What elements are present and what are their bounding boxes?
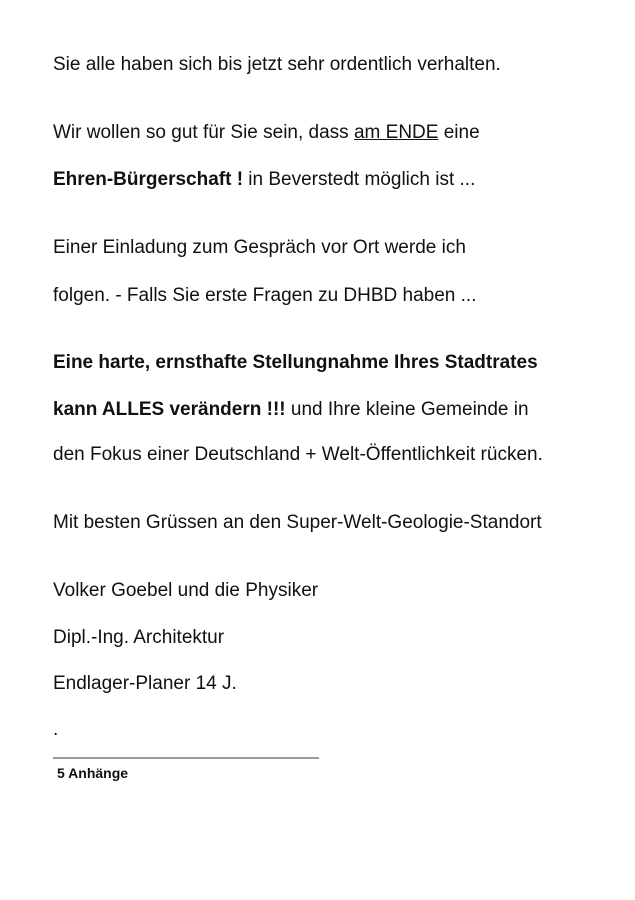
- citizenship-rest: in Beverstedt möglich ist ...: [243, 169, 476, 190]
- paragraph-focus: den Fokus einer Deutschland + Welt-Öffentlichkeit rücken.: [53, 444, 543, 465]
- paragraph-intent: [53, 121, 480, 145]
- paragraph-invitation: Einer Einladung zum Gespräch vor Ort werde ich: [53, 237, 466, 258]
- paragraph-questions: folgen. - Falls Sie erste Fragen zu DHBD haben ...: [53, 285, 477, 306]
- citizenship-bold: Ehren-Bürgerschaft !: [53, 169, 244, 190]
- paragraph-conduct: Sie alle haben sich bis jetzt sehr ordentlich verhalten.: [53, 54, 501, 75]
- attachments-divider: [53, 757, 319, 759]
- signature-name: Volker Goebel und die Physiker: [53, 580, 319, 601]
- underlined-phrase: am ENDE: [353, 122, 439, 143]
- paragraph-intent-tail: eine: [438, 122, 480, 143]
- paragraph-greetings: Mit besten Grüssen an den Super-Welt-Geologie-Standort: [53, 512, 542, 533]
- paragraph-statement: Eine harte, ernsthafte Stellungnahme Ihres Stadtrates: [53, 352, 538, 373]
- change-bold: kann ALLES verändern !!!: [53, 399, 286, 420]
- paragraph-change: [53, 398, 529, 422]
- paragraph-intent-text: Wir wollen so gut für Sie sein, dass: [53, 122, 354, 143]
- signature-role: Endlager-Planer 14 J.: [53, 673, 237, 694]
- paragraph-citizenship: [53, 168, 475, 192]
- trailing-dot: .: [53, 719, 59, 740]
- change-rest: und Ihre kleine Gemeinde in: [285, 399, 529, 420]
- signature-title: Dipl.-Ing. Architektur: [53, 627, 225, 648]
- attachments-count[interactable]: 5 Anhänge: [57, 765, 129, 781]
